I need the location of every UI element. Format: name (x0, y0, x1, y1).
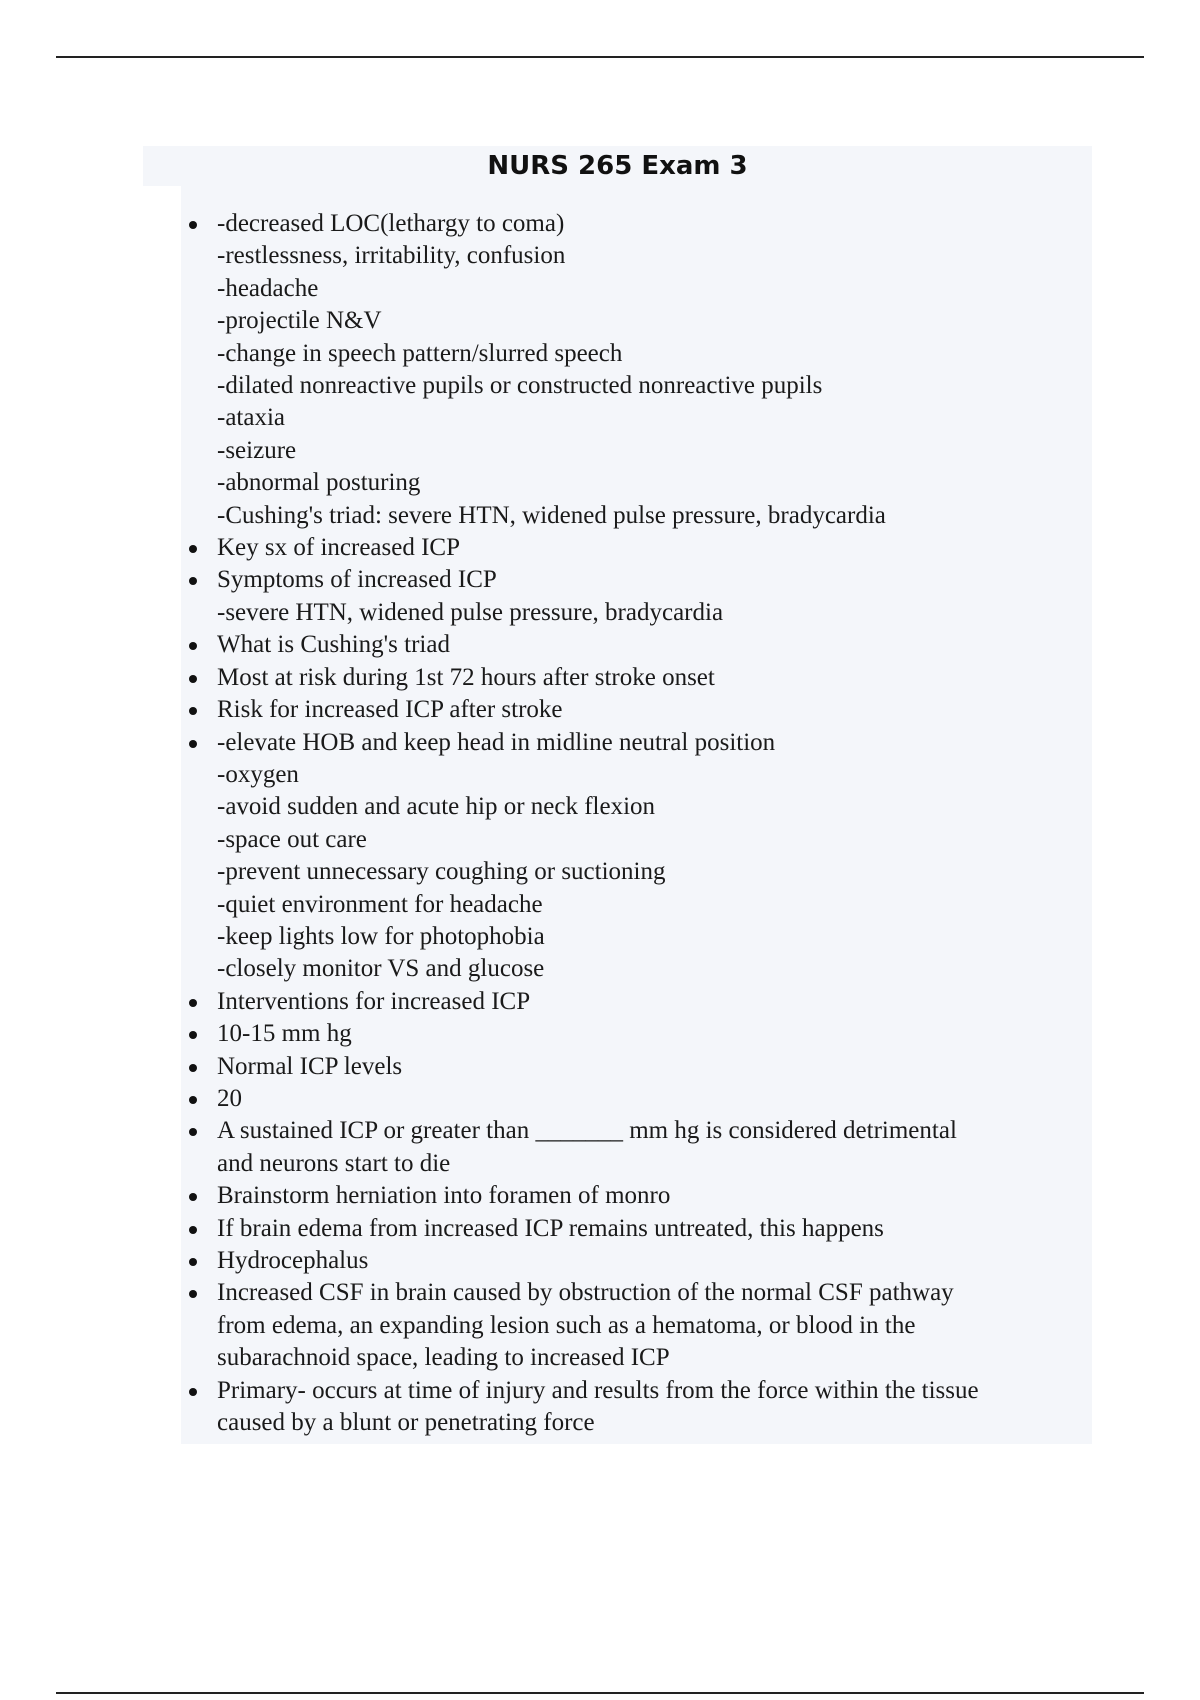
bullet-icon (189, 999, 197, 1007)
list-item (181, 1083, 1081, 1115)
bullet-icon (189, 1096, 197, 1104)
page-title: NURS 265 Exam 3 (487, 151, 748, 181)
document-body (143, 146, 1092, 1444)
list-item-line: from edema, an expanding lesion such as a hematoma, or blood in the (217, 1311, 916, 1339)
list-item-line: Brainstorm herniation into foramen of monro (217, 1182, 671, 1210)
list-item-line: -Cushing's triad: severe HTN, widened pulse pressure, bradycardia (217, 501, 886, 529)
list-item-line: -seizure (217, 436, 297, 464)
list-item-line: Hydrocephalus (217, 1247, 369, 1274)
list-item (181, 1018, 1081, 1050)
header-rule (56, 56, 1144, 58)
list-item (181, 727, 1081, 986)
list-item (181, 1051, 1081, 1083)
list-item (181, 1180, 1081, 1212)
list-item-line: -abnormal posturing (217, 469, 421, 497)
list-item (181, 629, 1081, 661)
list-item-line: Most at risk during 1st 72 hours after stroke onset (217, 663, 715, 691)
bullet-icon (189, 1290, 197, 1298)
bullet-icon (189, 1031, 197, 1039)
list-item (181, 564, 1081, 629)
bullet-icon (189, 740, 197, 748)
list-item-line: -ataxia (217, 404, 286, 432)
bullet-icon (189, 1193, 197, 1201)
list-item-line: -headache (217, 274, 319, 302)
bullet-icon (189, 1128, 197, 1136)
footer-rule (56, 1692, 1144, 1694)
list-item-line: 10-15 mm hg (217, 1020, 352, 1048)
list-item-line: subarachnoid space, leading to increased ICP (217, 1344, 670, 1372)
list-item-line: Normal ICP levels (217, 1052, 403, 1080)
bullet-icon (189, 642, 197, 650)
list-item (181, 1213, 1081, 1245)
list-item-line: Risk for increased ICP after stroke (217, 696, 563, 724)
bullet-list (181, 208, 1081, 1439)
list-item-line: -restlessness, irritability, confusion (217, 242, 566, 270)
list-item-line: -elevate HOB and keep head in midline neutral position (217, 728, 776, 756)
bullet-icon (189, 707, 197, 715)
list-item-line: -oxygen (217, 760, 299, 788)
list-item (181, 662, 1081, 694)
list-item-line: -prevent unnecessary coughing or suctioning (217, 858, 666, 886)
list-item-line: -space out care (217, 825, 367, 853)
list-item-line: 20 (217, 1084, 242, 1112)
bullet-icon (189, 675, 197, 683)
list-item (181, 694, 1081, 726)
bullet-icon (189, 1226, 197, 1234)
bullet-icon (189, 1388, 197, 1396)
bullet-icon (189, 577, 197, 585)
list-item (181, 986, 1081, 1018)
list-item-line: -change in speech pattern/slurred speech (217, 339, 623, 367)
list-item-line: Symptoms of increased ICP (217, 566, 497, 594)
bullet-icon (189, 1064, 197, 1072)
list-item-line: Key sx of increased ICP (217, 534, 460, 562)
list-item-line: -decreased LOC(lethargy to coma) (217, 210, 565, 237)
list-item (181, 1375, 1081, 1440)
list-item-line: -severe HTN, widened pulse pressure, bradycardia (217, 598, 724, 626)
list-item-line: caused by a blunt or penetrating force (217, 1409, 595, 1437)
list-item-line: Increased CSF in brain caused by obstruction of the normal CSF pathway (217, 1279, 954, 1307)
list-item-line: If brain edema from increased ICP remains untreated, this happens (217, 1214, 884, 1242)
list-item (181, 532, 1081, 564)
list-item-line: Interventions for increased ICP (217, 987, 531, 1015)
list-item-line: -quiet environment for headache (217, 890, 543, 918)
list-item-line: Primary- occurs at time of injury and results from the force within the tissue (217, 1376, 979, 1404)
bullet-icon (189, 1258, 197, 1266)
list-item (181, 1115, 1081, 1180)
bullet-icon (189, 221, 197, 229)
list-item-line: -closely monitor VS and glucose (217, 955, 545, 983)
list-item-line: A sustained ICP or greater than _______ mm hg is considered detrimental (217, 1117, 957, 1145)
list-item (181, 1245, 1081, 1277)
list-item-line: -keep lights low for photophobia (217, 922, 545, 950)
list-item-line: -dilated nonreactive pupils or constructed nonreactive pupils (217, 372, 823, 400)
list-item-line: What is Cushing's triad (217, 631, 450, 659)
list-item (181, 1277, 1081, 1374)
list-item-line: -avoid sudden and acute hip or neck flexion (217, 793, 656, 821)
list-item (181, 208, 1081, 532)
list-item-line: -projectile N&V (217, 307, 382, 335)
bullet-icon (189, 545, 197, 553)
list-item-line: and neurons start to die (217, 1149, 451, 1177)
